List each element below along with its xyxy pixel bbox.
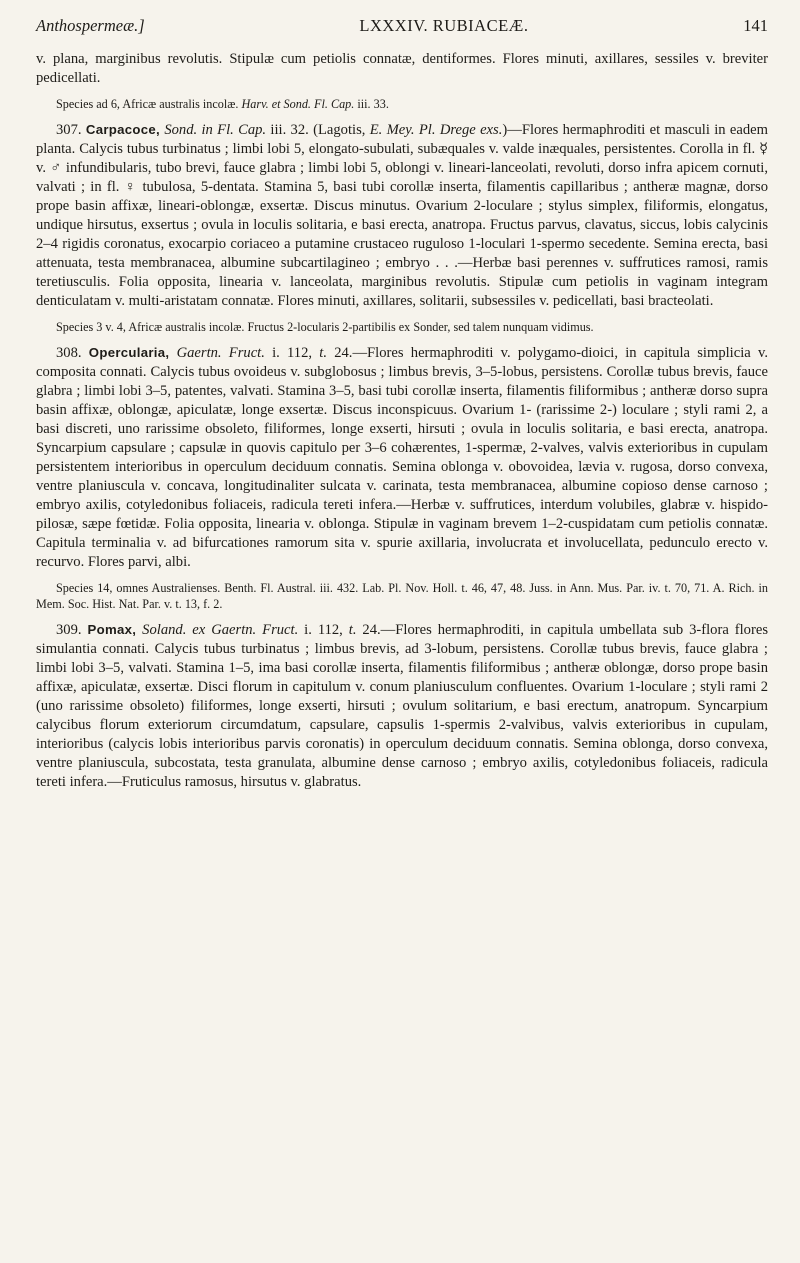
genus-entry [36,343,768,572]
genus-description: 24.—Flores hermaphroditi v. polygamo-dioici, in capitula simplicia v. composita connati. Calycis tubus ovoideus v. subglobosus ; limbus brevis, 3–5-lobus, persistens. Corollæ tubus brevis, fauce glabra ; limbi lobi 3–5, patentes, valvati. Stamina 3–5, basi tubi corollæ inserta, filamentis filiformibus ; antheræ dorso supra basin affixæ, oblongæ, apiculatæ, longe exsertæ. Discus inconspicuus. Ovarium 1- (rarissime 2-) loculare ; styli rami 2, a basi discreti, uno rarissime obsoleto, filiformes, longe exserti, hirsuti ; ovula in loculis solitaria, e basi erecta, anatropa. Syncarpium capsulare ; capsulæ in quovis capitulo per 3–6 cohærentes, 1-spermæ, 2-valves, valvis exterioribus in cupulam persistentem interioribus in operculum deciduum connatis. Semina oblonga v. obovoidea, lævia v. rugosa, dorso convexa, ventre planiuscula v. concava, longitudinaliter sulcata v. carinata, testa membranacea, albumine copioso dense carnoso ; embryo axilis, cotyledonibus foliaceis, radicula tereti infera.—Herbæ v. suffrutices, interdum volubiles, glabræ v. hispido-pilosæ, sæpe fœtidæ. Folia opposita, linearia v. oblonga. Stipulæ in vaginam brevem 1–2-cuspidatam cum petiolis connatæ. Capitula terminalia v. ad bifurcationes ramorum sita v. spurie axillaria, involucrata et involucellata, pedunculo erecto v. recurvo. Flores parvi, albi. [36,345,768,570]
entry-number: 308. [56,345,82,361]
genus-note: Species 3 v. 4, Africæ australis incolæ. Fructus 2-locularis 2-partibilis ex Sonder, sed talem nunquam vidimus. [56,320,594,334]
genus-author: Soland. ex Gaertn. Fruct. [142,622,299,638]
intro-note-text: Species ad 6, Africæ australis incolæ. [56,97,242,111]
header-family: LXXXIV. RUBIACEÆ. [359,16,529,35]
intro-note-ref: Harv. et Sond. Fl. Cap. [241,97,355,111]
genus-ref: iii. 32. (Lagotis, [266,122,370,138]
genus-author: Gaertn. Fruct. [176,345,265,361]
genus-entry [36,620,768,792]
intro-text: v. plana, marginibus revolutis. Stipulæ cum petiolis connatæ, dentiformes. Flores minuti, axillares, sessiles v. breviter pedicellati. [36,51,768,86]
genus-author: Sond. in Fl. Cap. [164,122,267,138]
genus-description: )—Flores hermaphroditi et masculi in eadem planta. Calycis tubus turbinatus ; limbi lobi 5, elongato-subulati, subæquales v. valde inæquales, persistentes. Corolla in fl. ☿ v. ♂ infundibularis, tubo brevi, fauce glabra ; limbi lobi 5, oblongi v. lineari-lanceolati, revoluti, dorso infra apicem cornuti, valvati ; in fl. ♀ tubulosa, 5-dentata. Stamina 5, basi tubi corollæ inserta, filamentis capillaribus ; antheræ magnæ, dorso prope basin affixæ, lineari-oblongæ, exsertæ. Discus minutus. Ovarium 2-loculare ; stylus simplex, filiformis, elongatus, undique hirsutus, exsertus ; ovula in loculis solitaria, e basi erecta, anatropa. Fructus parvus, clavatus, siccus, lobis calycinis 2–4 rigidis coronatus, exocarpio coriaceo a putamine crustaceo ruguloso 1-loculari 1-spermo secedente. Semina erecta, basi attenuata, testa membranacea, albumine subcartilagineo ; embryo . . .—Herbæ basi perennes v. suffrutices ramosi, ramis teretiusculis. Folia opposita, linearia v. lanceolata, marginibus revolutis. Stipulæ cum petiolis in vaginam integram denticulatam v. multi-aristatam connatæ. Flores minuti, axillares, solitarii, subsessiles v. pedicellati, basi bracteolati. [36,122,768,309]
page-number: 141 [743,16,768,35]
genus-ref-italic: E. Mey. Pl. Drege exs. [369,122,503,138]
genus-entry [36,120,768,311]
genus-name: Pomax, [87,622,137,637]
genus-name: Carpacoce, [85,122,160,137]
genus-description: 24.—Flores hermaphroditi, in capitula umbellata sub 3-flora flores simulantia connati. Calycis tubus turbinatus ; limbus brevis, ad 3-lobum, persistens. Corollæ tubus brevis, fauce glabra ; limbi lobi 3–5, valvati. Stamina 1–5, ima basi corollæ inserta, filamentis filiformibus ; antheræ oblongæ, dorso prope basin affixæ, apiculatæ, exsertæ. Disci florum in capitulum v. conum planiusculum confluentes. Ovarium 1-loculare ; styli rami 2 (uno rarissime obsoleto) filiformes, longe exserti, hirsuti ; ovulum solitarium, e basi erectum, anatropum. Syncarpium calycibus florum exteriorum circumdatum, capsulare, capsulis 1-spermis 2-valvibus, valvis exterioribus in cupulam, interioribus (calycis lobis interioribus parvis coronatis) in operculum deciduum connatis. Semina oblonga, dorso convexa, ventre planiuscula, subcostata, testa granulata, albumine dense carnoso ; embryo axilis, cotyledonibus foliaceis, radicula tereti infera.—Fruticulus ramosus, hirsutus v. glabratus. [36,622,768,790]
genus-name: Opercularia, [88,345,170,360]
intro-note [36,96,768,112]
running-header [36,16,768,40]
genus-ref: i. 112, [298,622,349,638]
entry-number: 307. [56,122,82,138]
genus-ref-italic: t. [348,622,357,638]
genus-ref: i. 112, [264,345,320,361]
header-section: Anthospermeæ.] [36,16,145,35]
genus-ref-italic: t. [319,345,327,361]
genus-note: Species 14, omnes Australienses. Benth. Fl. Austral. iii. 432. Lab. Pl. Nov. Holl. t. 46, 47, 48. Juss. in Ann. Mus. Par. iv. t. 70, 71. A. Rich. in Mem. Soc. Hist. Nat. Par. v. t. 13, f. 2. [36,581,768,611]
entry-number: 309. [56,622,82,638]
intro-note-tail: iii. 33. [354,97,389,111]
